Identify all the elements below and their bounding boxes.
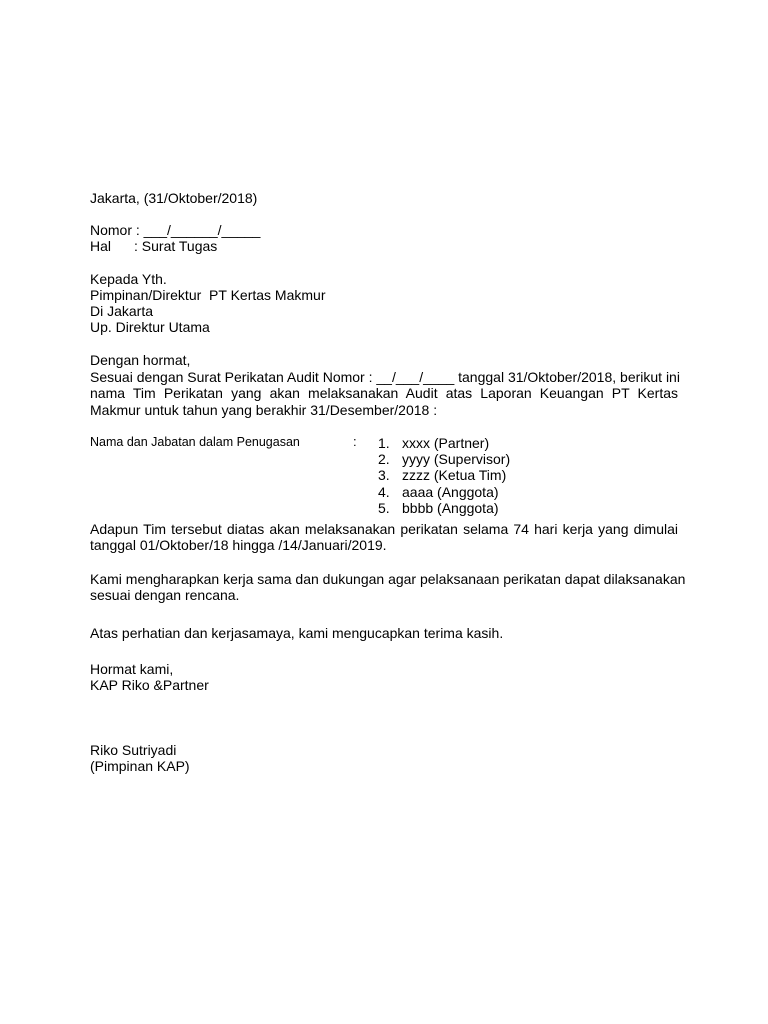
closing: Hormat kami, [90,661,174,677]
team-member-number: 1. [378,435,390,451]
cooperation-line: Kami mengharapkan kerja sama dan dukungan agar pelaksanaan perikatan dapat dilaksanakan [90,571,686,587]
team-member-name: aaaa (Anggota) [402,483,499,500]
intro-line: nama Tim Perikatan yang akan melaksanakan Audit atas Laporan Keuangan PT Kertas [90,385,678,402]
team-member-name: xxxx (Partner) [402,435,490,451]
team-member-name: yyyy (Supervisor) [402,451,511,468]
place-date: Jakarta, (31/Oktober/2018) [90,190,258,206]
intro-paragraph [90,369,678,418]
schedule-line: Adapun Tim tersebut diatas akan melaksanakan perikatan selama 74 hari kerja yang dimulai [90,521,678,537]
team-label: Nama dan Jabatan dalam Penugasan [90,435,300,449]
schedule-paragraph [90,521,678,554]
team-member-number: 4. [378,483,390,500]
team-member-number: 2. [378,451,390,468]
recipient-city: Di Jakarta [90,303,154,319]
team-member-name: bbbb (Anggota) [402,499,499,516]
schedule-line: tanggal 01/Oktober/18 hingga /14/Januari/2019. [90,537,387,554]
team-member [378,484,510,500]
team-member [378,467,510,483]
team-list [378,435,510,516]
signer-name: Riko Sutriyadi [90,742,177,758]
team-member [378,451,510,467]
cooperation-paragraph [90,571,686,604]
recipient-name: Pimpinan/Direktur PT Kertas Makmur [90,287,326,303]
recipient-salutation: Kepada Yth. [90,271,167,287]
thanks-line: Atas perhatian dan kerjasamaya, kami mengucapkan terima kasih. [90,625,504,641]
signer-title: (Pimpinan KAP) [90,758,190,774]
subject-value: : Surat Tugas [134,238,218,254]
firm-name: KAP Riko &Partner [90,677,209,693]
team-member-name: zzzz (Ketua Tim) [402,467,507,484]
subject-label: Hal [90,238,112,254]
team-member-number: 5. [378,499,390,516]
recipient-attention: Up. Direktur Utama [90,319,210,335]
team-colon: : [353,434,357,449]
intro-line: Sesuai dengan Surat Perikatan Audit Nomor : __/___/____ tanggal 31/Oktober/2018, berikut ini [90,369,680,385]
team-member [378,435,510,451]
intro-line: Makmur untuk tahun yang berakhir 31/Desember/2018 : [90,401,438,418]
team-member-number: 3. [378,467,390,484]
cooperation-line: sesuai dengan rencana. [90,587,240,604]
letter-number: Nomor : ___/______/_____ [90,222,261,238]
team-member [378,500,510,516]
greeting: Dengan hormat, [90,352,191,368]
